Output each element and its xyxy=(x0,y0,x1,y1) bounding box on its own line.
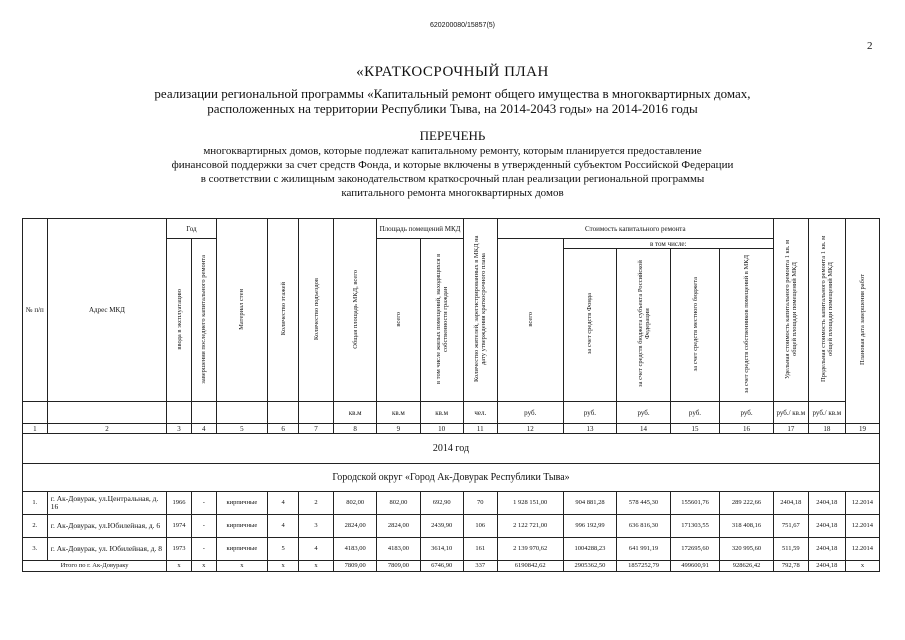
unit-cell xyxy=(191,402,216,424)
units-row xyxy=(23,402,880,424)
header-planned-date-text: Плановая дата завершения работ xyxy=(858,274,866,366)
header-residents xyxy=(463,219,497,402)
row-address: г. Ак-Довурак, ул.Юбилейная, д. 6 xyxy=(47,515,166,538)
row-cell: 2 xyxy=(299,492,334,515)
unit-cell xyxy=(47,402,166,424)
table-row xyxy=(23,515,880,538)
header-entrances-text: Количество подъездов xyxy=(312,277,320,341)
header-cost-total-text: всего xyxy=(526,311,534,327)
column-number: 7 xyxy=(299,424,334,434)
total-cell: 7809,00 xyxy=(377,561,420,572)
column-number: 5 xyxy=(216,424,267,434)
description-line: в соответствии с жилищным законодательством краткосрочный план реализации региональной программы xyxy=(200,173,705,185)
column-number: 13 xyxy=(563,424,617,434)
header-cost-owners xyxy=(720,249,774,402)
unit-cell: руб. xyxy=(563,402,617,424)
header-unit-cost-text: Удельная стоимость капитального ремонта 1 кв. м общей площади помещений МКД xyxy=(783,239,798,379)
column-number: 17 xyxy=(773,424,808,434)
unit-cell: руб. xyxy=(670,402,719,424)
row-cell: - xyxy=(191,492,216,515)
header-cost: Стоимость капитального ремонта xyxy=(497,219,773,239)
unit-cell: кв.м xyxy=(334,402,377,424)
row-cell: 4183,00 xyxy=(377,538,420,561)
row-cell: 1. xyxy=(23,492,48,515)
header-floors xyxy=(268,219,299,402)
total-cell: 1857252,79 xyxy=(617,561,671,572)
subtitle-line: реализации региональной программы «Капитальный ремонт общего имущества в многоквартирных домах, xyxy=(154,86,751,101)
total-cell: 792,78 xyxy=(773,561,808,572)
total-cell: х xyxy=(216,561,267,572)
row-cell: 318 408,16 xyxy=(720,515,774,538)
header-wall-material xyxy=(216,219,267,402)
column-number: 2 xyxy=(47,424,166,434)
column-number: 18 xyxy=(808,424,845,434)
row-cell: 4183,00 xyxy=(334,538,377,561)
header-cost-owners-text: за счет средств собственников помещений в МКД xyxy=(743,254,751,394)
unit-cell xyxy=(216,402,267,424)
header-including: в том числе: xyxy=(563,239,773,249)
header-max-cost xyxy=(808,219,845,402)
list-title: ПЕРЕЧЕНЬ xyxy=(419,128,486,143)
header-total-area xyxy=(334,219,377,402)
unit-cell: чел. xyxy=(463,402,497,424)
row-address: г. Ак-Довурак, ул. Юбилейная, д. 8 xyxy=(47,538,166,561)
table-row xyxy=(23,538,880,561)
header-premises-residential xyxy=(420,239,463,402)
page-number: 2 xyxy=(867,40,873,52)
row-cell: 692,90 xyxy=(420,492,463,515)
header-cost-local xyxy=(670,249,719,402)
row-cell: 172695,60 xyxy=(670,538,719,561)
header-cost-local-text: за счет средств местного бюджета xyxy=(691,276,699,372)
row-cell: 1 928 151,00 xyxy=(497,492,563,515)
description-line: капитального ремонта многоквартирных домов xyxy=(341,187,564,199)
row-cell: 70 xyxy=(463,492,497,515)
row-cell: 578 445,30 xyxy=(617,492,671,515)
header-cost-region xyxy=(617,249,671,402)
row-cell: 155601,76 xyxy=(670,492,719,515)
row-cell: - xyxy=(191,538,216,561)
unit-cell: руб. xyxy=(497,402,563,424)
row-cell: 2404,18 xyxy=(808,492,845,515)
row-cell: 4 xyxy=(268,515,299,538)
row-cell: 4 xyxy=(268,492,299,515)
total-cell: х xyxy=(167,561,192,572)
table-row xyxy=(23,492,880,515)
column-number: 6 xyxy=(268,424,299,434)
header-wall-material-text: Материал стен xyxy=(238,288,246,330)
row-cell: 2. xyxy=(23,515,48,538)
total-cell: 7809,00 xyxy=(334,561,377,572)
row-cell: 2404,18 xyxy=(808,538,845,561)
list-description xyxy=(0,144,905,200)
total-cell: 337 xyxy=(463,561,497,572)
row-cell: 2824,00 xyxy=(377,515,420,538)
row-cell: 802,00 xyxy=(377,492,420,515)
row-cell: 1973 xyxy=(167,538,192,561)
column-number: 3 xyxy=(167,424,192,434)
unit-cell: кв.м xyxy=(420,402,463,424)
column-number: 11 xyxy=(463,424,497,434)
unit-cell: руб./ кв.м xyxy=(808,402,845,424)
header-unit-cost xyxy=(773,219,808,402)
total-cell: 928626,42 xyxy=(720,561,774,572)
row-address: г. Ак-Довурак, ул.Центральная, д. 16 xyxy=(47,492,166,515)
row-cell: 3 xyxy=(299,515,334,538)
total-cell: х xyxy=(299,561,334,572)
total-label: Итого по г. Ак-Довураку xyxy=(23,561,167,572)
total-cell: 6190842,62 xyxy=(497,561,563,572)
row-cell: 12.2014 xyxy=(845,515,879,538)
unit-cell: кв.м xyxy=(377,402,420,424)
header-total-area-text: Общая площадь МКД, всего xyxy=(351,269,359,349)
header-cost-region-text: за счет средств бюджета субъекта Российской Федерации xyxy=(636,260,651,388)
column-number: 15 xyxy=(670,424,719,434)
header-year: Год xyxy=(167,219,216,239)
total-cell: х xyxy=(845,561,879,572)
header-year-commission-text: ввода в эксплуатацию xyxy=(175,288,183,350)
row-cell: 289 222,66 xyxy=(720,492,774,515)
row-cell: 4 xyxy=(299,538,334,561)
column-number: 16 xyxy=(720,424,774,434)
unit-cell: руб. xyxy=(617,402,671,424)
row-cell: 511,59 xyxy=(773,538,808,561)
header-planned-date xyxy=(845,219,879,424)
header-floors-text: Количество этажей xyxy=(279,282,287,336)
column-number: 9 xyxy=(377,424,420,434)
header-premises-total xyxy=(377,239,420,402)
row-cell: 320 995,60 xyxy=(720,538,774,561)
column-number: 12 xyxy=(497,424,563,434)
total-row xyxy=(23,561,880,572)
header-cost-fund xyxy=(563,249,617,402)
district-section: Городской округ «Город Ак-Довурак Республики Тыва» xyxy=(23,464,880,492)
column-number: 8 xyxy=(334,424,377,434)
total-cell: х xyxy=(191,561,216,572)
row-cell: 802,00 xyxy=(334,492,377,515)
total-cell: 2905362,50 xyxy=(563,561,617,572)
row-cell: 751,67 xyxy=(773,515,808,538)
row-cell: кирпичные xyxy=(216,492,267,515)
document-number: 620200080/15857(5) xyxy=(430,22,496,29)
row-cell: 3614,10 xyxy=(420,538,463,561)
row-cell: - xyxy=(191,515,216,538)
header-cost-total xyxy=(497,239,563,402)
row-cell: 996 192,99 xyxy=(563,515,617,538)
row-cell: 171303,55 xyxy=(670,515,719,538)
row-cell: 12.2014 xyxy=(845,538,879,561)
column-numbers-row xyxy=(23,424,880,434)
description-line: многоквартирных домов, которые подлежат капитальному ремонту, которым планируется предоставление xyxy=(203,145,702,157)
row-cell: 2404,18 xyxy=(773,492,808,515)
row-cell: кирпичные xyxy=(216,515,267,538)
row-cell: 2 139 970,62 xyxy=(497,538,563,561)
row-cell: 2824,00 xyxy=(334,515,377,538)
unit-cell xyxy=(167,402,192,424)
row-cell: 641 991,19 xyxy=(617,538,671,561)
plan-title: «КРАТКОСРОЧНЫЙ ПЛАН xyxy=(356,64,549,80)
header-premises-residential-text: в том числе жилых помещений, находящихся в собственности граждан xyxy=(434,253,449,385)
row-cell: 161 xyxy=(463,538,497,561)
unit-cell xyxy=(268,402,299,424)
header-num: № п/п xyxy=(23,219,48,402)
total-cell: 2404,18 xyxy=(808,561,845,572)
description-line: финансовой поддержки за счет средств Фонда, и которые включены в утвержденный субъектом Российской Федерации xyxy=(171,159,734,171)
header-cost-fund-text: за счет средств Фонда xyxy=(586,293,594,355)
total-cell: 6746,90 xyxy=(420,561,463,572)
row-cell: кирпичные xyxy=(216,538,267,561)
row-cell: 1004288,23 xyxy=(563,538,617,561)
row-cell: 5 xyxy=(268,538,299,561)
row-cell: 2439,90 xyxy=(420,515,463,538)
header-address: Адрес МКД xyxy=(47,219,166,402)
header-residents-text: Количество жителей, зарегистрированных в МКД на дату утверждения краткосрочного плана xyxy=(473,235,488,383)
header-entrances xyxy=(299,219,334,402)
column-number: 4 xyxy=(191,424,216,434)
unit-cell xyxy=(23,402,48,424)
column-number: 1 xyxy=(23,424,48,434)
row-cell: 2404,18 xyxy=(808,515,845,538)
year-section: 2014 год xyxy=(23,434,880,464)
row-cell: 106 xyxy=(463,515,497,538)
row-cell: 904 881,28 xyxy=(563,492,617,515)
unit-cell xyxy=(299,402,334,424)
unit-cell: руб. xyxy=(720,402,774,424)
row-cell: 12.2014 xyxy=(845,492,879,515)
column-number: 14 xyxy=(617,424,671,434)
row-cell: 3. xyxy=(23,538,48,561)
total-cell: 499600,91 xyxy=(670,561,719,572)
column-number: 10 xyxy=(420,424,463,434)
row-cell: 1974 xyxy=(167,515,192,538)
header-year-commission xyxy=(167,239,192,402)
plan-subtitle xyxy=(0,86,905,116)
total-cell: х xyxy=(268,561,299,572)
houses-table xyxy=(22,218,880,572)
row-cell: 1966 xyxy=(167,492,192,515)
header-max-cost-text: Предельная стоимость капитального ремонта 1 кв. м общей площади помещений МКД xyxy=(819,235,834,383)
unit-cell: руб./ кв.м xyxy=(773,402,808,424)
header-premises-area: Площадь помещений МКД xyxy=(377,219,464,239)
row-cell: 636 816,30 xyxy=(617,515,671,538)
header-premises-total-text: всего xyxy=(394,311,402,327)
subtitle-line: расположенных на территории Республики Тыва, на 2014-2043 годы» на 2014-2016 годы xyxy=(207,101,698,116)
header-year-last-repair xyxy=(191,239,216,402)
header-year-last-repair-text: завершения последнего капитального ремонта xyxy=(200,254,208,384)
row-cell: 2 122 721,00 xyxy=(497,515,563,538)
column-number: 19 xyxy=(845,424,879,434)
